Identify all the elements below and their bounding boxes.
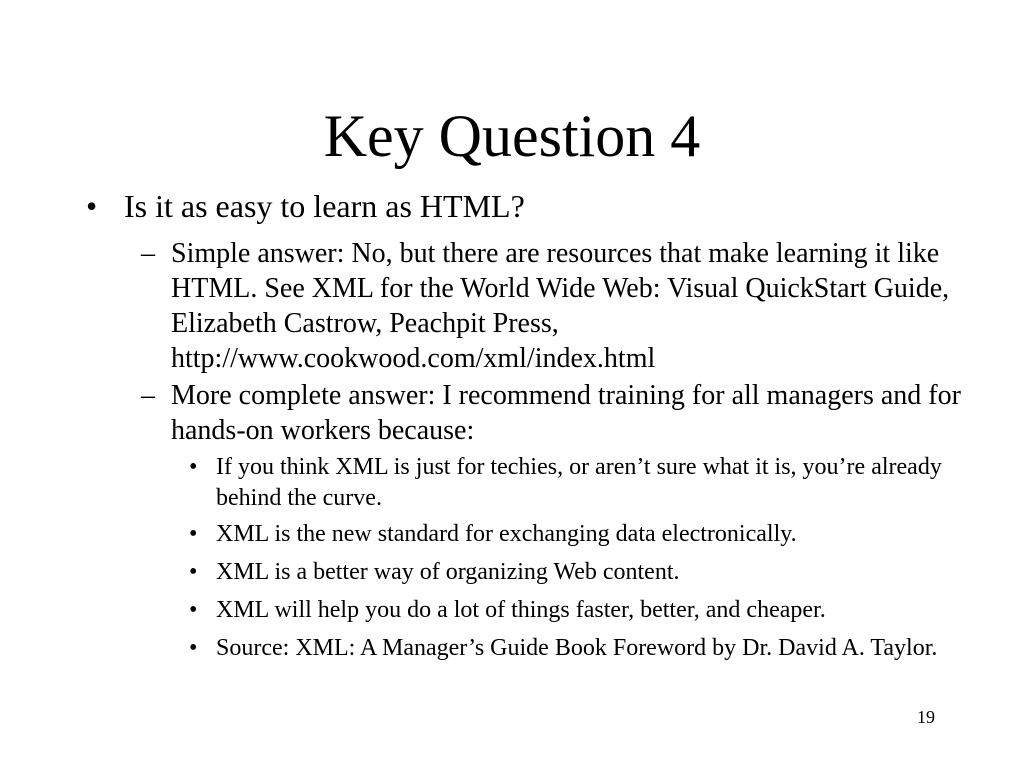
nested-bullet-source — [189, 633, 959, 664]
bullet-marker: • — [86, 188, 98, 224]
nested-bullet-text: If you think XML is just for techies, or aren’t sure what it is, you’re already behind the curve. — [216, 454, 942, 511]
nested-bullet-text: XML is a better way of organizing Web content. — [216, 559, 680, 585]
nested-bullet-web-content — [189, 557, 959, 588]
page-number: 19 — [917, 707, 935, 727]
nested-bullet-text: XML is the new standard for exchanging data electronically. — [216, 521, 797, 547]
main-bullet — [86, 184, 966, 228]
sub-bullet-simple-answer — [141, 236, 961, 376]
nested-bullet-faster-better-cheaper — [189, 595, 959, 626]
nested-bullet-text: Source: XML: A Manager’s Guide Book Foreword by Dr. David A. Taylor. — [216, 635, 938, 661]
nested-bullet-new-standard — [189, 519, 959, 550]
dash-marker: – — [141, 380, 155, 411]
nested-bullet-text: XML will help you do a lot of things faster, better, and cheaper. — [216, 597, 826, 623]
dash-marker: – — [141, 238, 155, 269]
sub-bullet-text: Simple answer: No, but there are resources that make learning it like HTML. See XML for the World Wide Web: Visual QuickStart Guide, Elizabeth Castrow, Peachpit Press, http://www.cookwood.com/xml/index.html — [171, 238, 950, 374]
slide-title: Key Question 4 — [323, 103, 701, 169]
main-bullet-text: Is it as easy to learn as HTML? — [124, 188, 525, 224]
nested-bullet-techies — [189, 452, 959, 514]
sub-bullet-text: More complete answer: I recommend training for all managers and for hands-on workers because: — [171, 380, 961, 446]
bullet-marker: • — [189, 597, 198, 623]
sub-bullet-complete-answer — [141, 378, 961, 448]
bullet-marker: • — [189, 559, 198, 585]
bullet-marker: • — [189, 454, 198, 480]
bullet-marker: • — [189, 635, 198, 661]
bullet-marker: • — [189, 521, 198, 547]
